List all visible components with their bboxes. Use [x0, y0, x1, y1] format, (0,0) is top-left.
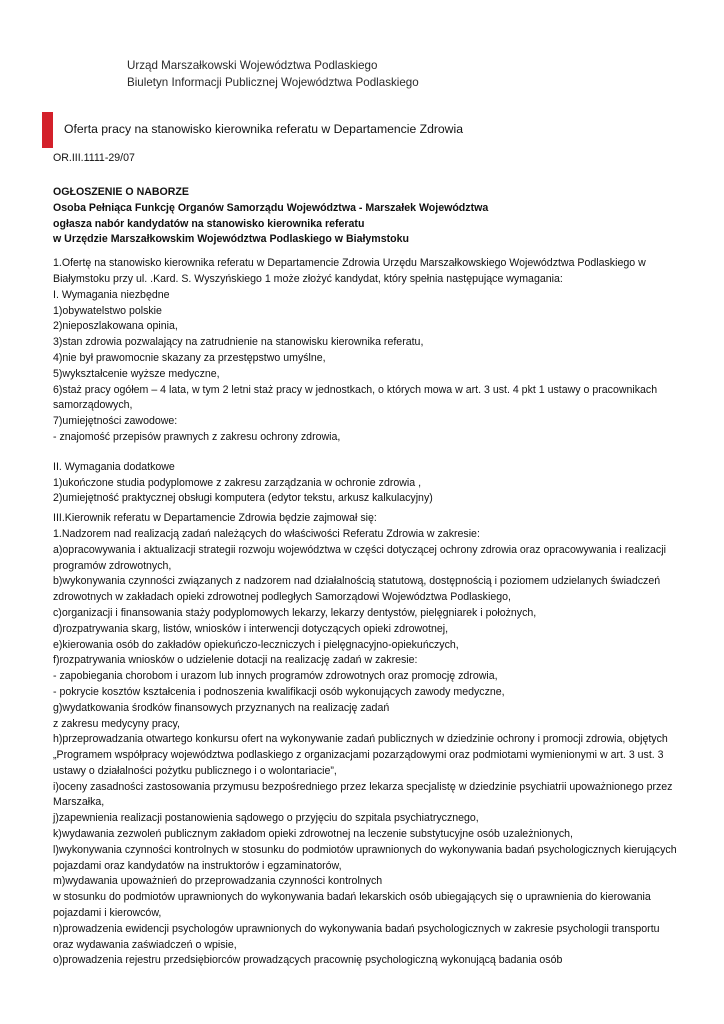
duty-item: l)wykonywania czynności kontrolnych w stosunku do podmiotów uprawnionych do wykonywania badań psychologicznych kierujących pojazdami oraz kandydatów na instruktorów i egzaminatorów, [53, 843, 677, 872]
requirement-item: 4)nie był prawomocnie skazany za przestępstwo umyślne, [53, 351, 326, 364]
duty-item: - zapobiegania chorobom i urazom lub innych programów zdrowotnych oraz promocję zdrowia, [53, 670, 498, 683]
duty-item: c)organizacji i finansowania staży podyplomowych lekarzy, lekarzy dentystów, pielęgniarek i położnych, [53, 606, 537, 619]
reference-number: OR.III.1111-29/07 [53, 152, 135, 164]
duty-item: g)wydatkowania środków finansowych przyznanych na realizację zadań [53, 701, 390, 714]
duty-item: k)wydawania zezwoleń publicznym zakładom opieki zdrowotnej na leczenie substytucyjne osób uzależnionych, [53, 828, 573, 841]
additional-item: 1)ukończone studia podyplomowe z zakresu zarządzania w ochronie zdrowia , [53, 476, 422, 489]
page-title: Oferta pracy na stanowisko kierownika referatu w Departamencie Zdrowia [64, 122, 463, 136]
section3-heading: III.Kierownik referatu w Departamencie Zdrowia będzie zajmował się: [53, 512, 377, 525]
requirement-item: 3)stan zdrowia pozwalający na zatrudnienie na stanowisku kierownika referatu, [53, 336, 424, 349]
bip-name: Biuletyn Informacji Publicznej Województwa Podlaskiego [127, 76, 419, 89]
announcement-place: w Urzędzie Marszałkowskim Województwa Podlaskiego w Białymstoku [53, 233, 409, 246]
section2-heading: II. Wymagania dodatkowe [53, 460, 175, 473]
additional-item: 2)umiejętność praktycznej obsługi komputera (edytor tekstu, arkusz kalkulacyjny) [53, 492, 433, 505]
section1-heading: I. Wymagania niezbędne [53, 288, 170, 301]
duty-item: n)prowadzenia ewidencji psychologów uprawnionych do wykonywania badań psychologicznych w zakresie psychologii transportu oraz wydawania zaświadczeń o wpisie, [53, 922, 660, 951]
document-body [53, 185, 681, 969]
requirement-item: 5)wykształcenie wyższe medyczne, [53, 367, 220, 380]
duty-item: m)wydawania upoważnień do przeprowadzania czynności kontrolnych [53, 875, 383, 888]
duty-item: i)oceny zasadności zastosowania przymusu bezpośredniego przez lekarza specjalistę w dziedzinie psychiatrii upoważnionego przez Marszałka, [53, 780, 673, 809]
announcement-subject: ogłasza nabór kandydatów na stanowisko kierownika referatu [53, 217, 365, 230]
duty-item: o)prowadzenia rejestru przedsiębiorców prowadzących pracownię psychologiczną wykonującą badania osób [53, 954, 563, 967]
requirement-item: 1)obywatelstwo polskie [53, 304, 162, 317]
duty-item: w stosunku do podmiotów uprawnionych do wykonywania badań lekarskich osób ubiegających się o uprawnienia do kierowania pojazdami i kierowców, [53, 891, 651, 920]
duty-item: h)przeprowadzania otwartego konkursu ofert na wykonywanie zadań publicznych w dziedzinie ochrony i promocji zdrowia, objętych „Programem współpracy województwa podlaskiego z organizacjami pozarządowymi oraz podmiotami wymienionymi w art. 3 ust. 3 ustawy o działalności pożytku publicznego i o wolontariacie”, [53, 733, 668, 777]
duty-item: - pokrycie kosztów kształcenia i podnoszenia kwalifikacji osób wykonujących zawody medyczne, [53, 685, 505, 698]
announcement-heading: OGŁOSZENIE O NABORZE [53, 186, 189, 198]
duty-item: b)wykonywania czynności związanych z nadzorem nad działalnością statutową, dostępnością i poziomem udzielanych świadczeń zdrowotnych w zakładach opieki zdrowotnej podległych Samorządowi Województwa Podlaskiego, [53, 575, 661, 604]
requirement-item: - znajomość przepisów prawnych z zakresu ochrony zdrowia, [53, 430, 341, 443]
org-name: Urząd Marszałkowski Województwa Podlaskiego [127, 59, 378, 72]
duty-item: a)opracowywania i aktualizacji strategii rozwoju województwa w części dotyczącej ochrony zdrowia oraz opracowywania i realizacji programów zdrowotnych, [53, 543, 666, 572]
duty-item: f)rozpatrywania wniosków o udzielenie dotacji na realizację zadań w zakresie: [53, 654, 418, 667]
organization-header [127, 57, 419, 91]
requirement-item: 6)staż pracy ogółem – 4 lata, w tym 2 letni staż pracy w jednostkach, o których mowa w art. 3 ust. 4 pkt 1 ustawy o pracownikach samorządowych, [53, 383, 658, 412]
duty-item: d)rozpatrywania skarg, listów, wniosków i interwencji dotyczących opieki zdrowotnej, [53, 622, 449, 635]
requirement-item: 2)nieposzlakowana opinia, [53, 320, 178, 333]
duty-item: 1.Nadzorem nad realizacją zadań należących do właściwości Referatu Zdrowia w zakresie: [53, 527, 480, 540]
section1-intro: 1.Ofertę na stanowisko kierownika referatu w Departamencie Zdrowia Urzędu Marszałkowskiego Województwa Podlaskiego w Białymstoku przy ul. .Kard. S. Wyszyńskiego 1 może złożyć kandydat, który spełnia następujące wymagania: [53, 257, 646, 285]
announcement-issuer: Osoba Pełniąca Funkcję Organów Samorządu Województwa - Marszałek Województwa [53, 201, 489, 214]
duty-item: j)zapewnienia realizacji postanowienia sądowego o przyjęciu do szpitala psychiatrycznego, [53, 812, 479, 825]
duty-item: z zakresu medycyny pracy, [53, 717, 180, 730]
requirement-item: 7)umiejętności zawodowe: [53, 415, 178, 428]
duty-item: e)kierowania osób do zakładów opiekuńczo-leczniczych i pielęgnacyjno-opiekuńczych, [53, 638, 459, 651]
title-accent-bar [42, 112, 53, 148]
